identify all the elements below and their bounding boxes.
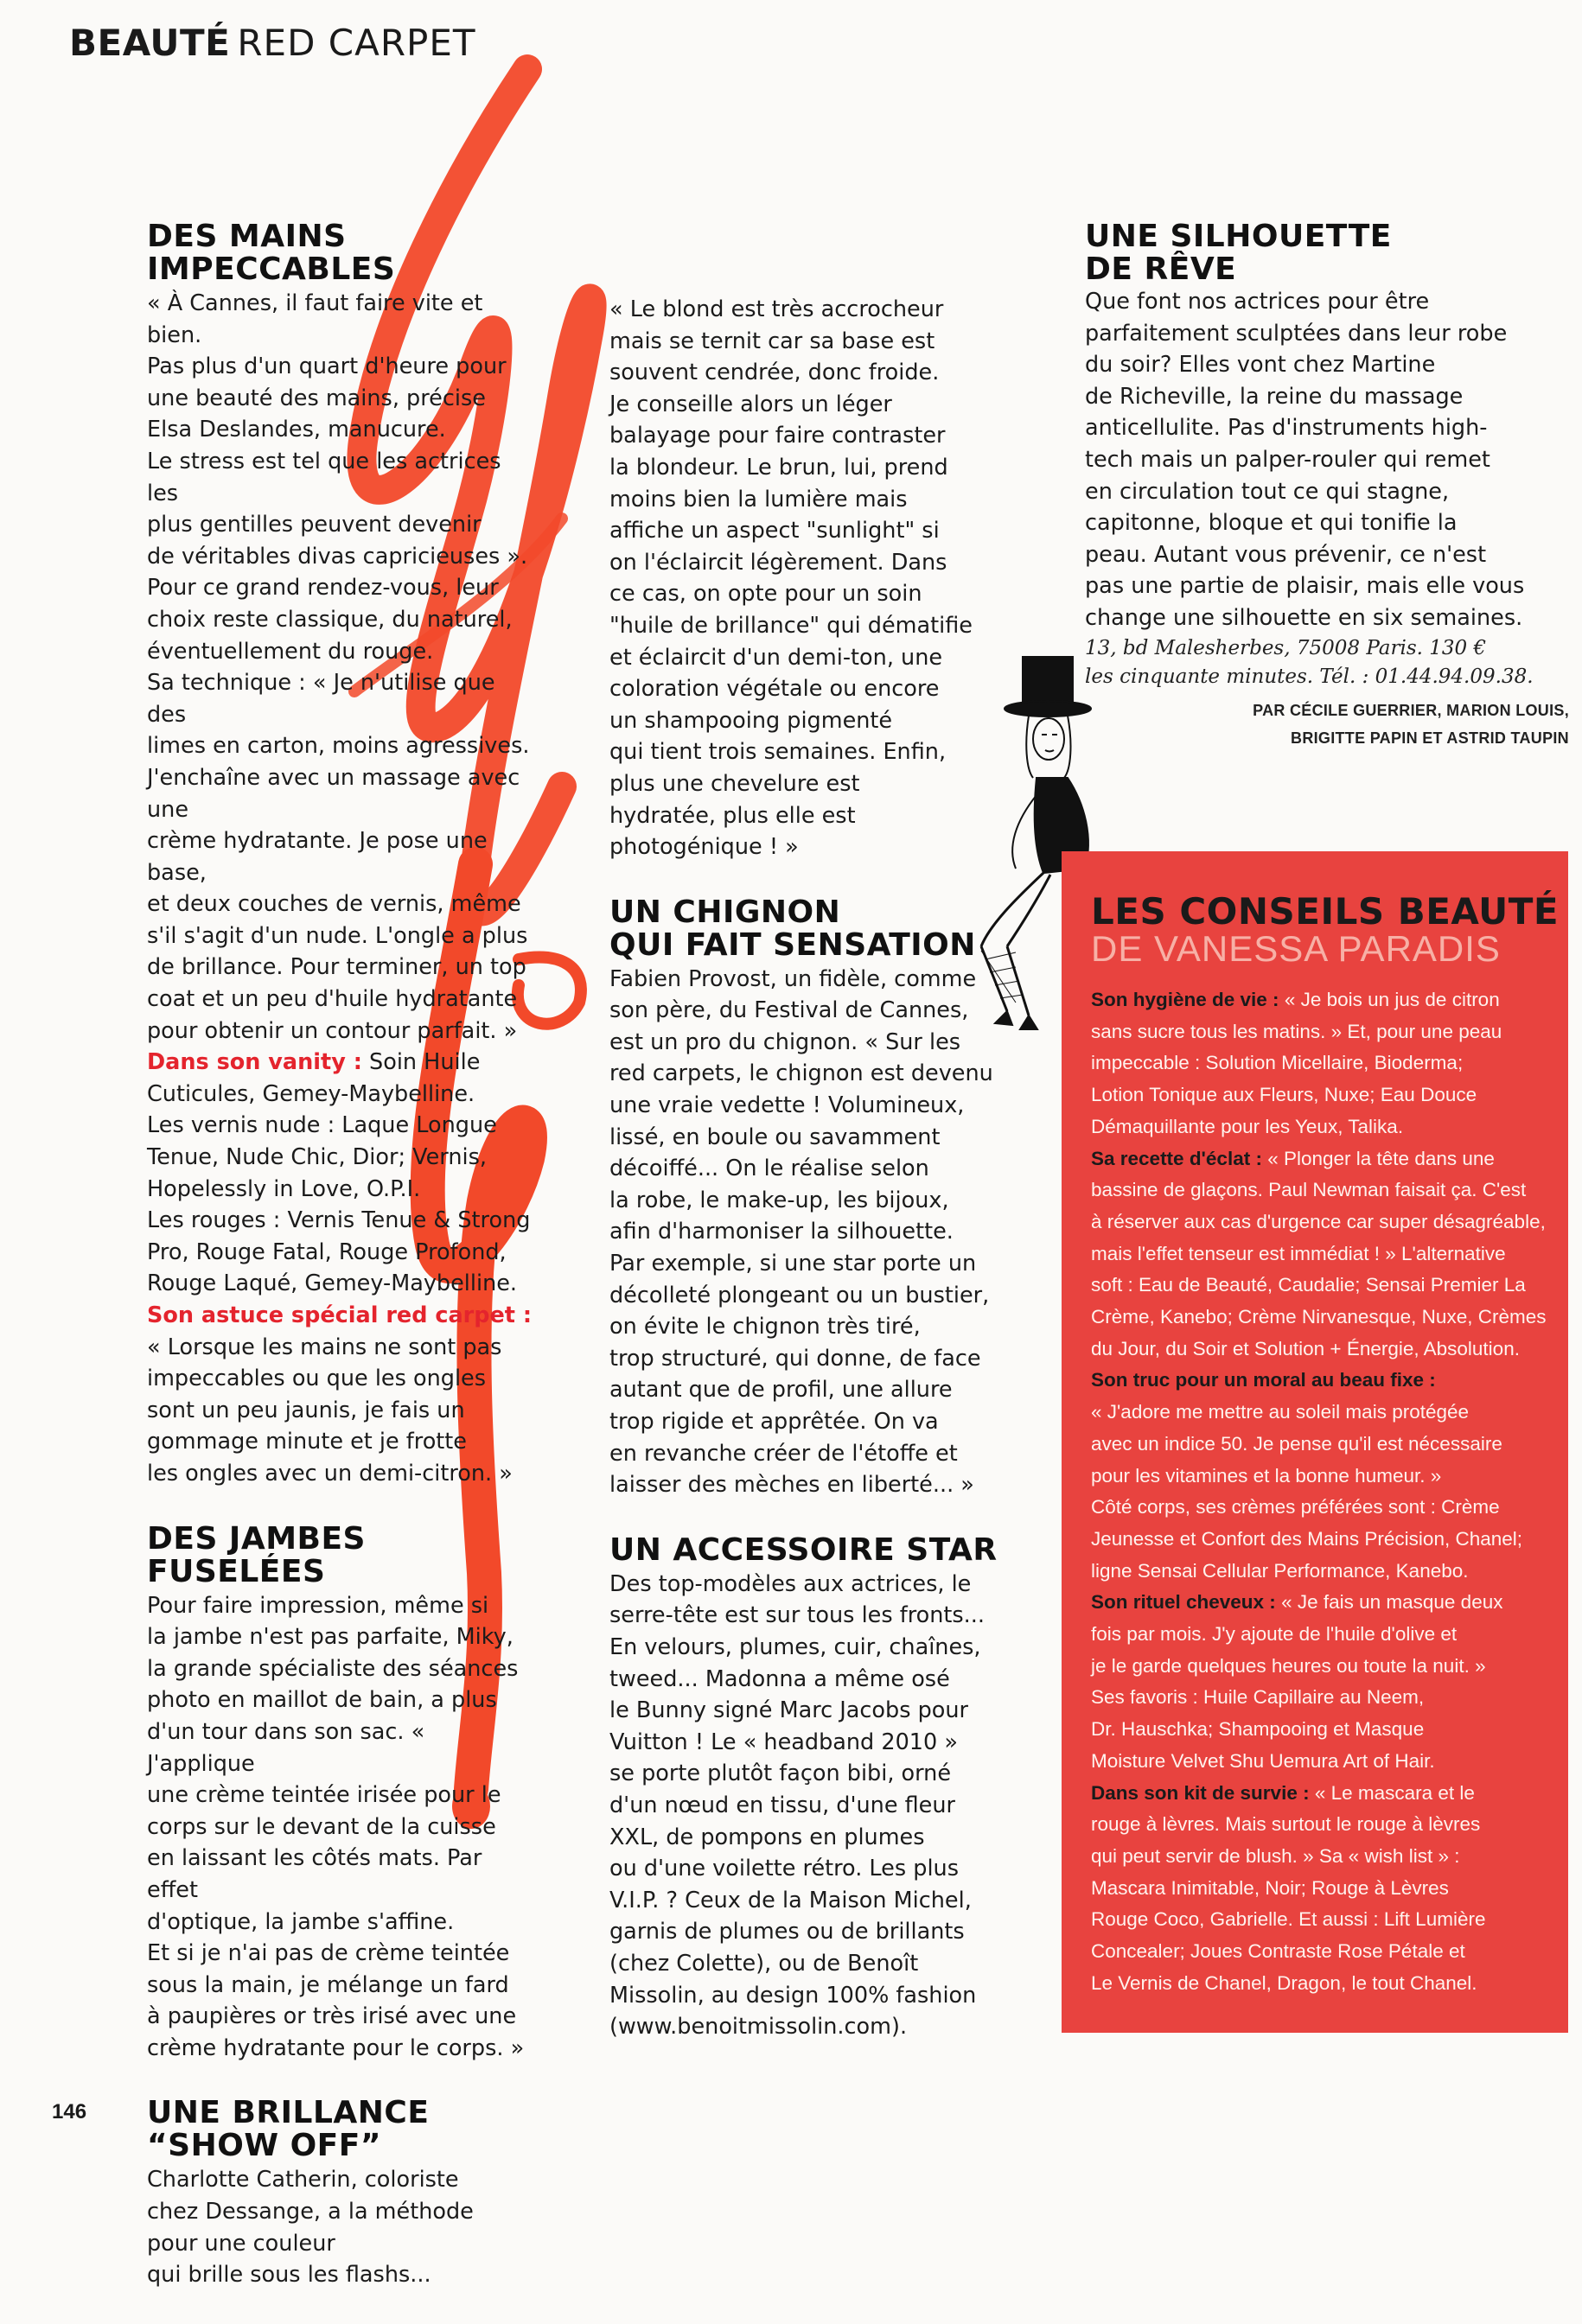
sidebar-item-label: Son rituel cheveux :	[1091, 1591, 1276, 1614]
column-2	[609, 294, 1016, 2076]
section-brillance	[147, 2097, 536, 2290]
mains-intro: « À Cannes, il faut faire vite et bien. Pas plus d'un quart d'heure pour une beauté des mains, précise Elsa Deslandes, manucure. Le stress est tel que les actrices les plus gentilles peuvent devenir de véritables divas capricieuses ». Pour ce grand rendez-vous, leur choix reste classique, du naturel, éventuellement du rouge. Sa technique : « Je n'utilise que des limes en carton, moins agressives. J'enchaîne avec un massage avec une crème hydratante. Je pose une base, et deux couches de vernis, même s'il s'agit d'un nude. L'ongle a plus de brillance. Pour terminer, un top coat et un peu d'huile hydratante pour obtenir un contour parfait. »	[147, 290, 530, 1044]
author-credits: PAR CÉCILE GUERRIER, MARION LOUIS, BRIGITTE PAPIN ET ASTRID TAUPIN	[1253, 701, 1569, 747]
sidebar-item-text: « Je fais un masque deux fois par mois. J'y ajoute de l'huile d'olive et je le garde quelques heures ou toute la nuit. » Ses favoris : Huile Capillaire au Neem, Dr. Hauschka; Shampooing et Masque Moisture Velvet Shu Uemura Art of Hair.	[1091, 1591, 1503, 1772]
header-brand-bold: BEAUTÉ	[69, 22, 231, 64]
sidebar-item-label: Sa recette d'éclat :	[1091, 1147, 1262, 1169]
vanity-label: Dans son vanity :	[147, 1049, 362, 1076]
section-title-chignon: UN CHIGNON QUI FAIT SENSATION	[609, 894, 976, 963]
astuce-text: « Lorsque les mains ne sont pas impeccables ou que les ongles sont un peu jaunis, je fais un gommage minute et je frotte les ongles avec un demi-citron. »	[147, 1334, 513, 1487]
sidebar-item-text: « Le mascara et le rouge à lèvres. Mais surtout le rouge à lèvres qui peut servir de blush. » Sa « wish list » : Mascara Inimitable, Noir; Rouge à Lèvres Rouge Coco, Gabrielle. Et aussi : Lift Lumière Concealer; Joues Contraste Rose Pétale et Le Vernis de Chanel, Dragon, le tout Chanel.	[1091, 1781, 1486, 1994]
section-mains	[147, 220, 536, 1490]
sidebar-item-label: Dans son kit de survie :	[1091, 1781, 1310, 1804]
vanity-text: Soin Huile Cuticules, Gemey-Maybelline. Les vernis nude : Laque Longue Tenue, Nude Chic, Dior; Vernis, Hopelessly in Love, O.P.I. Les rouges : Vernis Tenue & Strong Pro, Rouge Fatal, Rouge Profond, Rouge Laqué, Gemey-Maybelline.	[147, 1049, 531, 1297]
section-title-silhouette: UNE SILHOUETTE DE RÊVE	[1085, 219, 1392, 287]
header-brand-light: RED CARPET	[237, 22, 476, 64]
column-1	[147, 220, 536, 2324]
sidebar-body	[1091, 984, 1560, 2000]
sidebar-item-text: « Plonger la tête dans une bassine de glaçons. Paul Newman faisait ça. C'est à réserver aux cas d'urgence car super désagréable, mais l'effet tenseur est immédiat ! » L'alternative soft : Eau de Beauté, Caudalie; Sensai Premier La Crème, Kanebo; Crème Nirvanesque, Nuxe, Crèmes du Jour, du Soir et Solution + Énergie, Absolution.	[1091, 1147, 1547, 1359]
section-title-brillance: UNE BRILLANCE “SHOW OFF”	[147, 2095, 430, 2164]
sidebar-item-label: Son hygiène de vie :	[1091, 989, 1279, 1010]
section-title-jambes: DES JAMBES FUSELÉES	[147, 1520, 366, 1589]
section-text-mains	[147, 288, 536, 1490]
section-text-chignon: Fabien Provost, un fidèle, comme son père, du Festival de Cannes, est un pro du chignon. « Sur les red carpets, le chignon est devenu une vraie vedette ! Volumineux, lissé, en boule ou savamment décoiffé... On le réalise selon la robe, le make-up, les bijoux, afin d'harmoniser la silhouette. Par exemple, si une star porte un décolleté plongeant ou un bustier, on évite le chignon très tiré, trop structuré, qui donne, de face autant que de profil, une allure trop rigide et apprêtée. On va en revanche créer de l'étoffe et laisser des mèches en liberté... »	[609, 965, 993, 1499]
page-number: 146	[52, 2100, 87, 2123]
section-text-silhouette: Que font nos actrices pour être parfaitement sculptées dans leur robe du soir? Elles vont chez Martine de Richeville, la reine du massage anticellulite. Pas d'instruments high- tech mais un palper-rouler qui remet en circulation tout ce qui stagne, capitonne, bloque et qui tonifie la peau. Autant vous prévenir, ce n'est pas une partie de plaisir, mais elle vous change une silhouette en six semaines.	[1085, 289, 1525, 631]
section-text-jambes: Pour faire impression, même si la jambe n'est pas parfaite, Miky, la grande spécialiste des séances photo en maillot de bain, a plus d'un tour dans son sac. « J'applique une crème teintée irisée pour le corps sur le devant de la cuisse en laissant les côtés mats. Par effet d'optique, la jambe s'affine. Et si je n'ai pas de crème teintée sous la main, je mélange un fard à paupières or très irisé avec une crème hydratante pour le corps. »	[147, 1592, 525, 2061]
sidebar-title: LES CONSEILS BEAUTÉ	[1091, 890, 1560, 933]
section-text-accessoire: Des top-modèles aux actrices, le serre-tête est sur tous les fronts... En velours, plumes, cuir, chaînes, tweed... Madonna a même osé le Bunny signé Marc Jacobs pour Vuitton ! Le « headband 2010 » se porte plutôt façon bibi, orné d'un nœud en tissu, d'une fleur XXL, de pompons en plumes ou d'une voilette rétro. Les plus V.I.P. ? Ceux de la Maison Michel, garnis de plumes ou de brillants (chez Colette), ou de Benoît Missolin, au design 100% fashion (www.benoitmissolin.com).	[609, 1570, 985, 2041]
sidebar-item-text: « J'adore me mettre au soleil mais protégée avec un indice 50. Je pense qu'il est nécessaire pour les vitamines et la bonne humeur. » Côté corps, ses crèmes préférées sont : Crème Jeunesse et Confort des Mains Précision, Chanel; ligne Sensai Cellular Performance, Kanebo.	[1091, 1401, 1523, 1582]
continued-hair-text: « Le blond est très accrocheur mais se ternit car sa base est souvent cendrée, donc froide. Je conseille alors un léger balayage pour faire contraster la blondeur. Le brun, lui, prend moins bien la lumière mais affiche un aspect "sunlight" si on l'éclaircit légèrement. Dans ce cas, on opte pour un soin "huile de brillance" qui dématifie et éclaircit d'un demi-ton, une coloration végétale ou encore un shampooing pigmenté qui tient trois semaines. Enfin, plus une chevelure est hydratée, plus elle est photogénique ! »	[609, 296, 973, 861]
sidebar-item-label: Son truc pour un moral au beau fixe :	[1091, 1369, 1436, 1391]
beauty-tips-sidebar	[1062, 851, 1568, 2033]
section-text-brillance: Charlotte Catherin, coloriste chez Dessange, a la méthode pour une couleur qui brille sous les flashs...	[147, 2167, 474, 2289]
section-title-accessoire: UN ACCESSOIRE STAR	[609, 1531, 998, 1568]
address-line: 13, bd Malesherbes, 75008 Paris. 130 € les cinquante minutes. Tél. : 01.44.94.09.38.	[1085, 636, 1534, 688]
sidebar-subtitle: DE VANESSA PARADIS	[1091, 928, 1501, 969]
section-accessoire	[609, 1531, 1016, 2043]
sidebar-item-text: « Je bois un jus de citron sans sucre tous les matins. » Et, pour une peau impeccable : Solution Micellaire, Bioderma; Lotion Tonique aux Fleurs, Nuxe; Eau Douce Démaquillante pour les Yeux, Talika.	[1091, 989, 1502, 1137]
astuce-label: Son astuce spécial red carpet :	[147, 1302, 533, 1328]
section-jambes	[147, 1520, 536, 2065]
section-title-mains: DES MAINS IMPECCABLES	[147, 219, 396, 287]
